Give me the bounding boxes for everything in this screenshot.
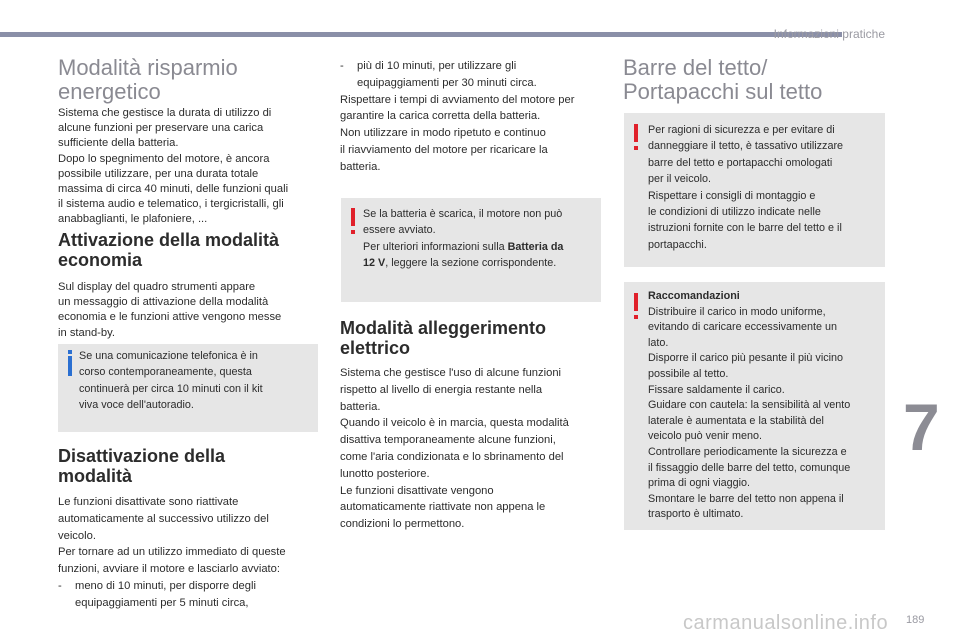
info-box-text: Se una comunicazione telefonica è in corso contemporaneamente, questa continuerà per circa 10 minuti con il kit viva voce dell'autoradio. [79, 350, 263, 412]
column-2 [340, 58, 604, 176]
section-header-title: Informazioni pratiche [773, 27, 885, 41]
warning-icon [634, 293, 638, 311]
bullet-dash: - [58, 579, 62, 592]
title-deactivation: Disattivazione della modalità [58, 446, 226, 486]
page-number: 189 [906, 614, 925, 626]
warning-text: Se la batteria è scarica, il motore non può essere avviato. Per ulteriori informazioni sulla [363, 208, 563, 253]
electric-lightening-text: Sistema che gestisce l'uso di alcune funzioni rispetto al livello di energia restante nella batteria. Quando il veicolo è in marcia, questa modalità disattiva temporaneamente alcune funzioni, come l'aria condizionata e lo sbrinamento del lunotto posteriore. Le funzioni disattivate vengono automaticamente riattivate non appena le condizioni lo permettono. [340, 367, 569, 531]
energy-saving-description: Sistema che gestisce la durata di utilizzo di alcune funzioni per preservare una carica sufficiente della batteria. Dopo lo spegnimento del motore, è ancora possibile utilizzare, per una durata totale massima di circa 40 minuti, delle funzioni quali il sistema audio e telematico, i tergicristalli, gli anabbaglianti, le plafoniere, ... [58, 107, 289, 226]
recommendations-heading: Raccomandazioni [648, 290, 740, 302]
warning-icon [351, 208, 355, 226]
battery-link-label: Batteria da 12 V [363, 240, 564, 270]
title-energy-saving-mode: Modalità risparmio energetico [58, 55, 238, 104]
warning-icon [634, 124, 638, 142]
title-electric-lightening: Modalità alleggerimento elettrico [340, 318, 547, 358]
chapter-number: 7 [903, 390, 940, 464]
bullet-dash: - [340, 60, 344, 72]
activation-text: Sul display del quadro strumenti appare un messaggio di attivazione della modalità economia e le funzioni attive vengono messe in stand-by. [58, 281, 282, 339]
list-item [58, 578, 320, 612]
list-item [340, 58, 604, 92]
info-icon [68, 356, 72, 376]
warning-text-end: , leggere la sezione corrispondente. [385, 257, 557, 270]
header-bar [0, 32, 842, 37]
deactivation-section [58, 446, 320, 612]
electric-lightening-section [340, 318, 604, 533]
activation-section [58, 230, 320, 341]
column-3 [623, 56, 887, 104]
deactivation-text: Le funzioni disattivate sono riattivate automaticamente al successivo utilizzo del veicolo. Per tornare ad un utilizzo immediato di queste funzioni, avviare il motore e lasciarlo avviato: [58, 496, 286, 576]
bullet-text-long-run: più di 10 minuti, per utilizzare gli equipaggiamenti per 30 minuti circa. [357, 60, 537, 89]
column-1 [58, 56, 320, 228]
recommendations-text [648, 289, 884, 523]
recommendations-body: Distribuire il carico in modo uniforme, evitando di caricare eccessivamente un lato. Disporre il carico più pesante il più vicino possibile al tetto. Fissare saldamente il carico. Guidare con cautela: la sensibilità al vento laterale è aumentata e la stabilità del veicolo può venir meno. Controllare periodicamente la sicurezza e il fissaggio delle barre del tetto, comunque prima di ogni viaggio. Smontare le barre del tetto non appena il trasporto è ultimato. [648, 305, 851, 521]
title-activation: Attivazione della modalità economia [58, 230, 280, 270]
bullet-text-short-run: meno di 10 minuti, per disporre degli equipaggiamenti per 5 minuti circa, [75, 579, 256, 609]
warning-box-battery-text [363, 206, 599, 272]
engine-start-advice: Rispettare i tempi di avviamento del motore per garantire la carica corretta della batteria. Non utilizzare in modo ripetuto e continuo il riavviamento del motore per ricaricare la batteria. [340, 93, 575, 173]
watermark: carmanualsonline.info [683, 612, 889, 634]
title-roof-bars: Barre del tetto/ Portapacchi sul tetto [623, 55, 823, 104]
warning-box-roof-text: Per ragioni di sicurezza e per evitare di danneggiare il tetto, è tassativo utilizzare barre del tetto e portapacchi omologati per il veicolo. Rispettare i consigli di montaggio e le condizioni di utilizzo indicate nelle istruzioni fornite con le barre del tetto e il portapacchi. [648, 124, 844, 251]
